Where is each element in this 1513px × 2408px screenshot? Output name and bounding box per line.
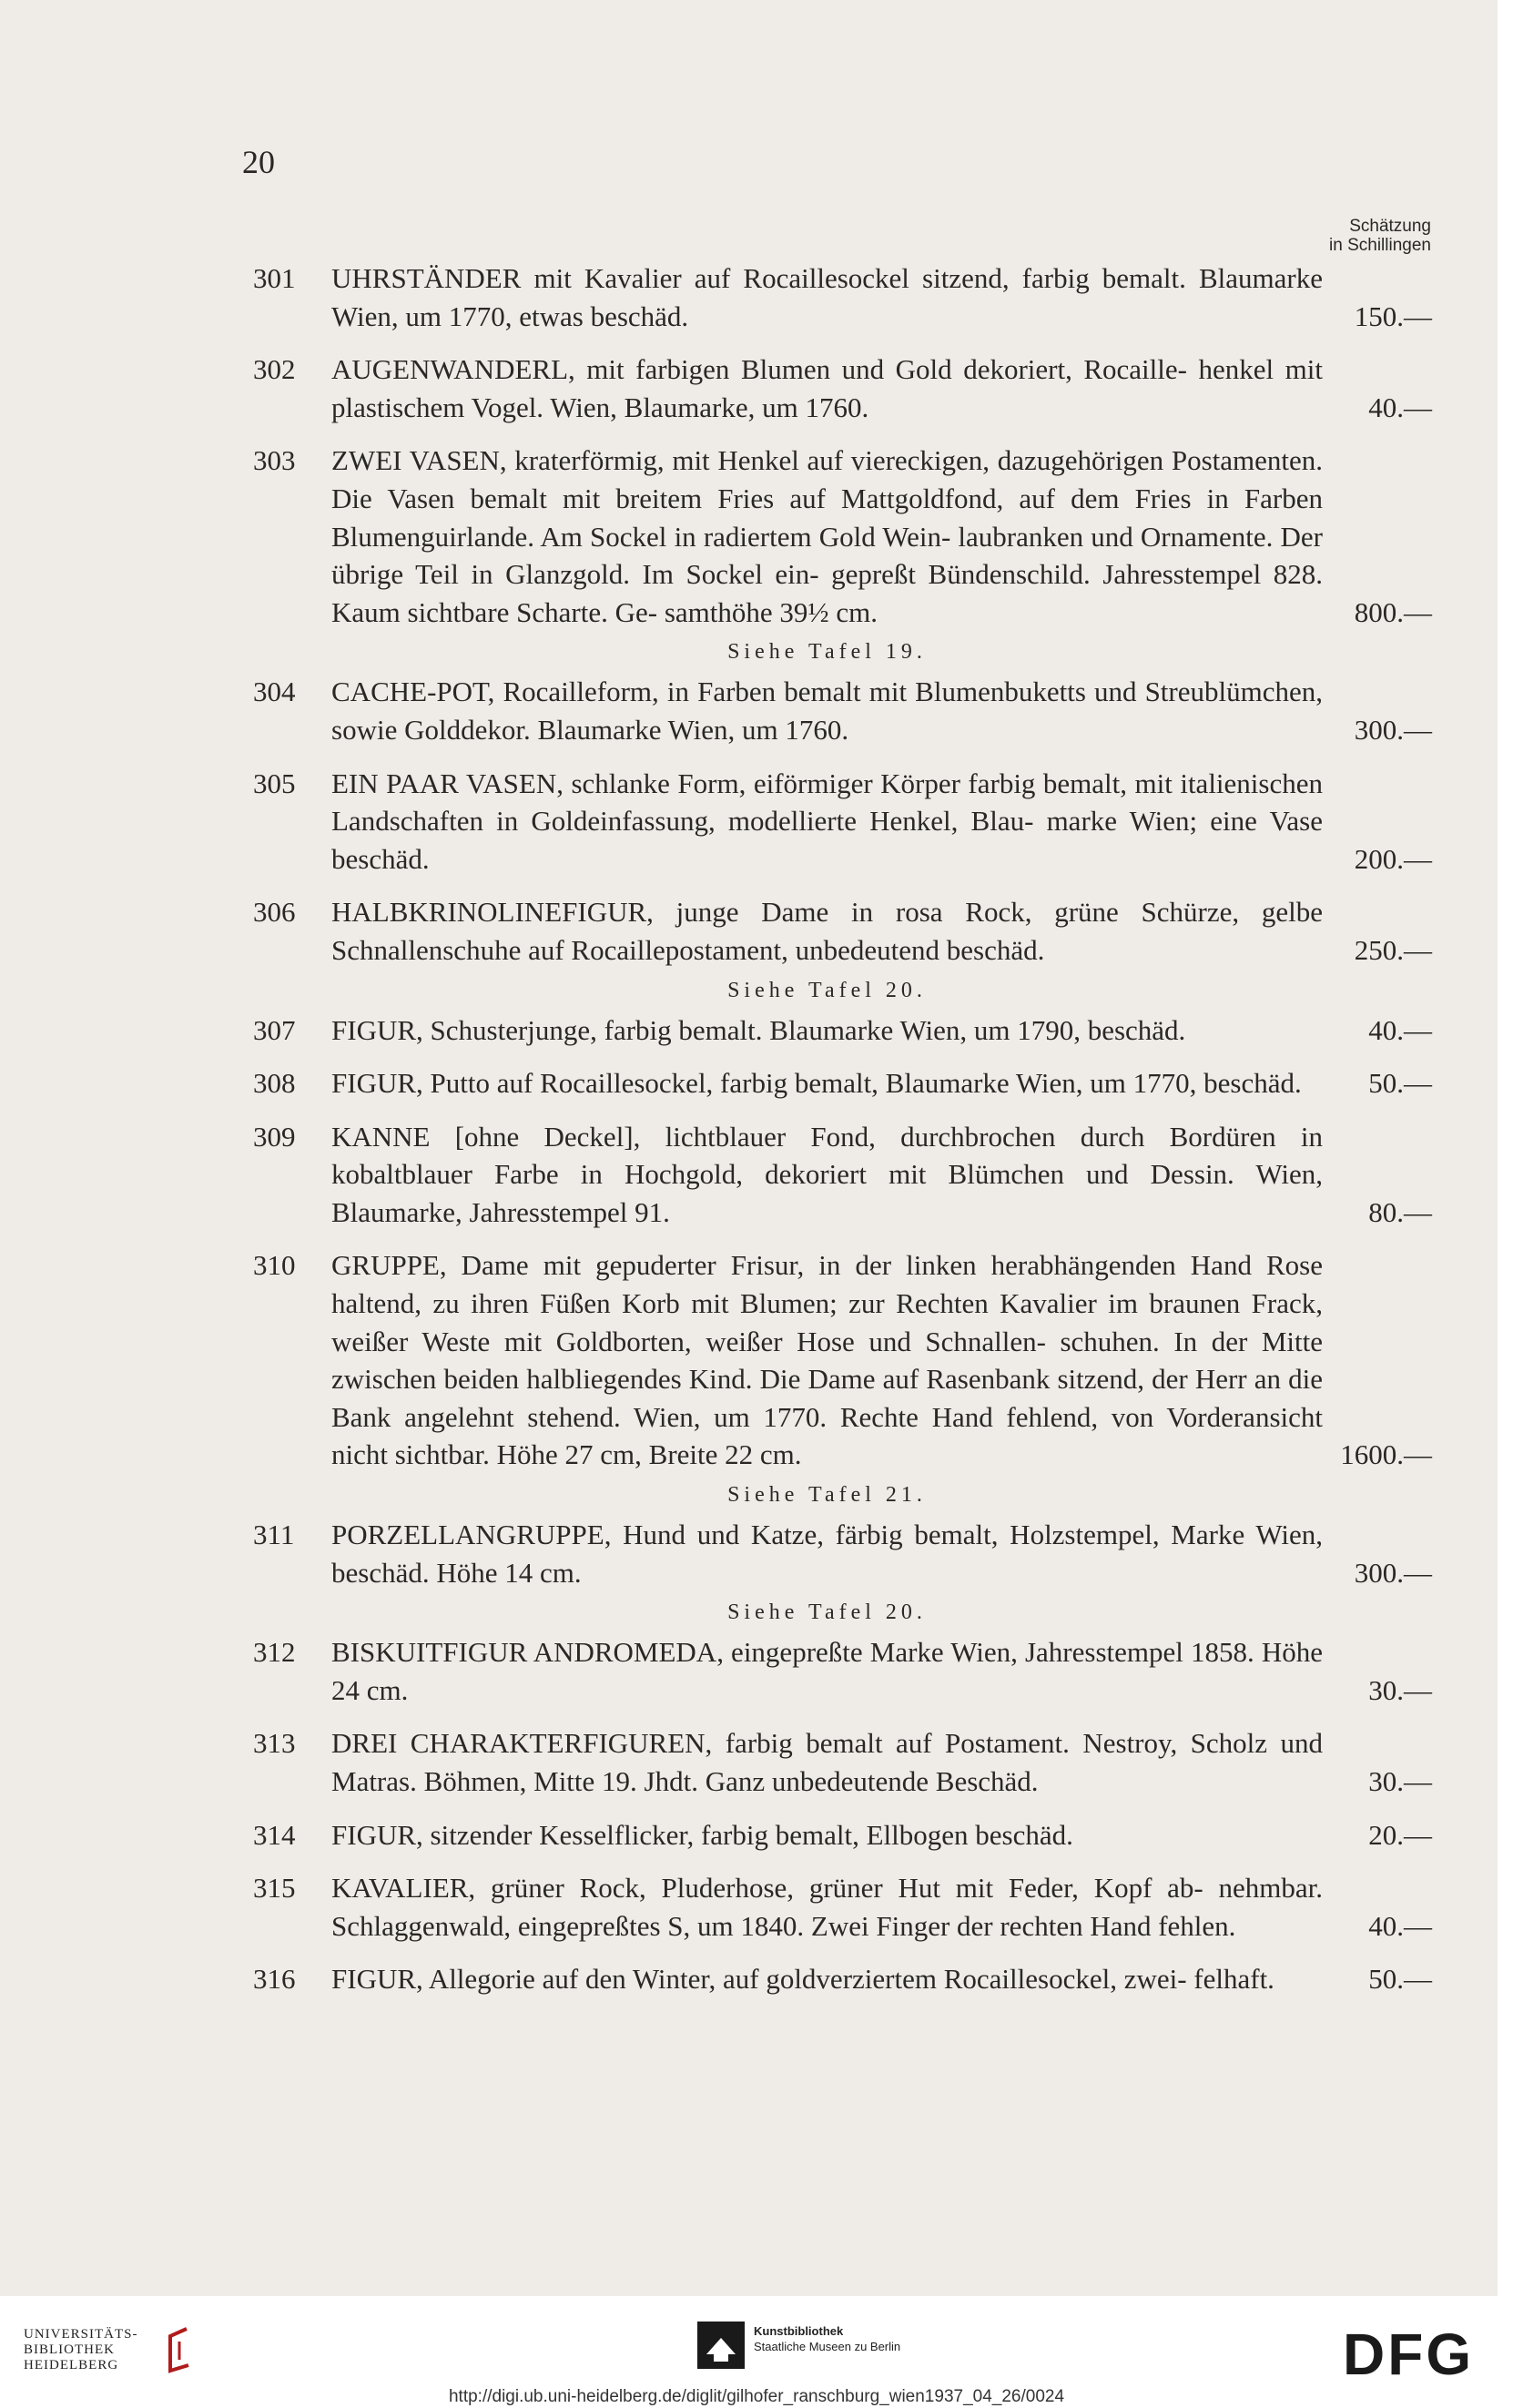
catalog-entry [253,351,1432,426]
lot-number: 312 [253,1636,296,1669]
kunstbibliothek-logo-icon[interactable] [694,2318,748,2372]
lot-number: 313 [253,1727,296,1760]
page-edge [1498,0,1513,2296]
lot-number: 306 [253,896,296,929]
lot-description: ZWEI VASEN, kraterförmig, mit Henkel auf viereckigen, dazugehörigen Postamenten. Die Vasen bemalt mit breitem Fries auf Mattgoldfond, auf dem Fries in Farben Blumenguirlande. Am Sockel in radiertem Gold Wein- laubranken und Ornamente. Der übrige Teil in Glanzgold. Im Sockel ein- gepreßt Bündenschild. Jahresstempel 828. Kaum sichtbare Scharte. Ge- samthöhe 39½ cm. [331,444,1323,628]
lot-estimate: 20.— [1368,1818,1432,1851]
catalog-entry [253,1869,1432,1945]
lot-number: 316 [253,1963,296,1996]
plate-reference: Siehe Tafel 19. [727,640,927,665]
lot-number: 302 [253,353,296,386]
catalog-entry [253,1118,1432,1232]
lot-description: KAVALIER, grüner Rock, Pluderhose, grüner Hut mit Feder, Kopf ab- nehmbar. Schlaggenwald, eingepreßtes S, um 1840. Zwei Finger der rechten Hand fehlen. [331,1872,1323,1942]
lot-number: 308 [253,1067,296,1100]
kunstbibliothek-label [754,2323,900,2354]
lot-estimate: 800.— [1354,595,1432,628]
lot-description: KANNE [ohne Deckel], lichtblauer Fond, durchbrochen durch Bordüren in kobaltblauer Farbe in Hochgold, dekoriert mit Blümchen und Dessin. Wien, Blaumarke, Jahresstempel 91. [331,1120,1323,1228]
university-logo-line: BIBLIOTHEK [24,2342,115,2357]
university-logo-line: HEIDELBERG [24,2358,119,2372]
catalog-entry [253,1816,1432,1854]
source-url-link[interactable]: http://digi.ub.uni-heidelberg.de/diglit/gilhofer_ranschburg_wien1937_04_26/0024 [448,2387,1065,2406]
university-mark-icon [159,2323,196,2378]
lot-estimate: 300.— [1354,1556,1432,1589]
lot-number: 305 [253,767,296,799]
catalog-entry [253,893,1432,969]
lot-number: 304 [253,676,296,708]
lot-number: 301 [253,262,296,294]
lot-description: FIGUR, Schusterjunge, farbig bemalt. Blaumarke Wien, um 1790, beschäd. [331,1013,1186,1046]
lot-number: 314 [253,1818,296,1851]
catalog-entries [253,259,1432,2014]
dfg-logo[interactable]: DFG [1343,2322,1475,2387]
lot-description: UHRSTÄNDER mit Kavalier auf Rocaillesockel sitzend, farbig bemalt. Blaumarke Wien, um 1770, etwas beschäd. [331,262,1323,332]
plate-reference: Siehe Tafel 20. [727,1600,927,1625]
catalog-entry [253,442,1432,631]
lot-estimate: 30.— [1368,1673,1432,1706]
catalog-entry [253,1011,1432,1050]
lot-estimate: 200.— [1354,842,1432,875]
university-logo-line: UNIVERSITÄTS- [24,2327,138,2342]
lot-estimate: 150.— [1354,300,1432,332]
lot-estimate: 30.— [1368,1765,1432,1797]
lot-description: PORZELLANGRUPPE, Hund und Katze, färbig bemalt, Holzstempel, Marke Wien, beschäd. Höhe 14 cm. [331,1519,1323,1589]
page-number: 20 [242,144,275,180]
lot-number: 311 [253,1519,295,1551]
catalog-entry [253,1633,1432,1709]
catalog-entry [253,1064,1432,1102]
lot-estimate: 40.— [1368,391,1432,423]
plate-reference: Siehe Tafel 21. [727,1483,927,1508]
lot-description: FIGUR, sitzender Kesselflicker, farbig bemalt, Ellbogen beschäd. [331,1818,1073,1851]
lot-estimate: 40.— [1368,1909,1432,1942]
lot-description: HALBKRINOLINEFIGUR, junge Dame in rosa Rock, grüne Schürze, gelbe Schnallenschuhe auf Rocaillepostament, unbedeutend beschäd. [331,896,1323,966]
lot-estimate: 50.— [1368,1067,1432,1100]
lot-description: FIGUR, Putto auf Rocaillesockel, farbig bemalt, Blaumarke Wien, um 1770, beschäd. [331,1067,1302,1100]
lot-number: 309 [253,1120,296,1153]
university-library-logo[interactable] [24,2327,138,2373]
catalog-entry [253,673,1432,748]
catalog-entry [253,1724,1432,1800]
lot-description: GRUPPE, Dame mit gepuderter Frisur, in der linken herabhängenden Hand Rose haltend, zu ihren Füßen Korb mit Blumen; zur Rechten Kavalier im braunen Frack, weißer Weste mit Goldborten, weißer Hose und Schnallen- schuhen. In der Mitte zwischen beiden halbliegendes Kind. Die Dame auf Rasenbank sitzend, der Herr an die Bank angelehnt stehend. Wien, um 1770. Rechte Hand fehlend, von Vorderansicht nicht sichtbar. Höhe 27 cm, Breite 22 cm. [331,1249,1323,1471]
lot-description: CACHE-POT, Rocailleform, in Farben bemalt mit Blumenbuketts und Streublümchen, sowie Golddekor. Blaumarke Wien, um 1760. [331,676,1323,746]
footer-bar [0,2296,1513,2408]
lot-estimate: 300.— [1354,713,1432,746]
lot-description: FIGUR, Allegorie auf den Winter, auf goldverziertem Rocaillesockel, zwei- felhaft. [331,1963,1274,1996]
lot-number: 307 [253,1013,296,1046]
estimate-header-line: Schätzung [1349,217,1431,236]
catalog-entry [253,1516,1432,1591]
lot-estimate: 1600.— [1340,1438,1432,1471]
lot-estimate: 50.— [1368,1963,1432,1996]
lot-number: 310 [253,1249,296,1282]
lot-estimate: 250.— [1354,933,1432,966]
lot-description: BISKUITFIGUR ANDROMEDA, eingepreßte Marke Wien, Jahresstempel 1858. Höhe 24 cm. [331,1636,1323,1706]
catalog-entry [253,765,1432,879]
lot-description: AUGENWANDERL, mit farbigen Blumen und Gold dekoriert, Rocaille- henkel mit plastischem Vogel. Wien, Blaumarke, um 1760. [331,353,1323,423]
catalog-entry [253,1960,1432,1998]
plate-reference: Siehe Tafel 20. [727,978,927,1002]
kunstbibliothek-subtitle: Staatliche Museen zu Berlin [754,2340,901,2353]
lot-description: EIN PAAR VASEN, schlanke Form, eiförmiger Körper farbig bemalt, mit italienischen Landschaften in Goldeinfassung, modellierte Henkel, Blau- marke Wien; eine Vase beschäd. [331,767,1323,875]
lot-estimate: 80.— [1368,1195,1432,1228]
catalog-entry [253,259,1432,335]
catalog-entry [253,1246,1432,1474]
lot-number: 303 [253,444,296,477]
estimate-column-header [1329,217,1431,255]
lot-estimate: 40.— [1368,1013,1432,1046]
lot-number: 315 [253,1872,296,1905]
estimate-header-line: in Schillingen [1329,236,1431,255]
kunstbibliothek-title: Kunstbibliothek [754,2324,844,2338]
lot-description: DREI CHARAKTERFIGUREN, farbig bemalt auf Postament. Nestroy, Scholz und Matras. Böhmen, Mitte 19. Jhdt. Ganz unbedeutende Beschäd. [331,1727,1323,1797]
